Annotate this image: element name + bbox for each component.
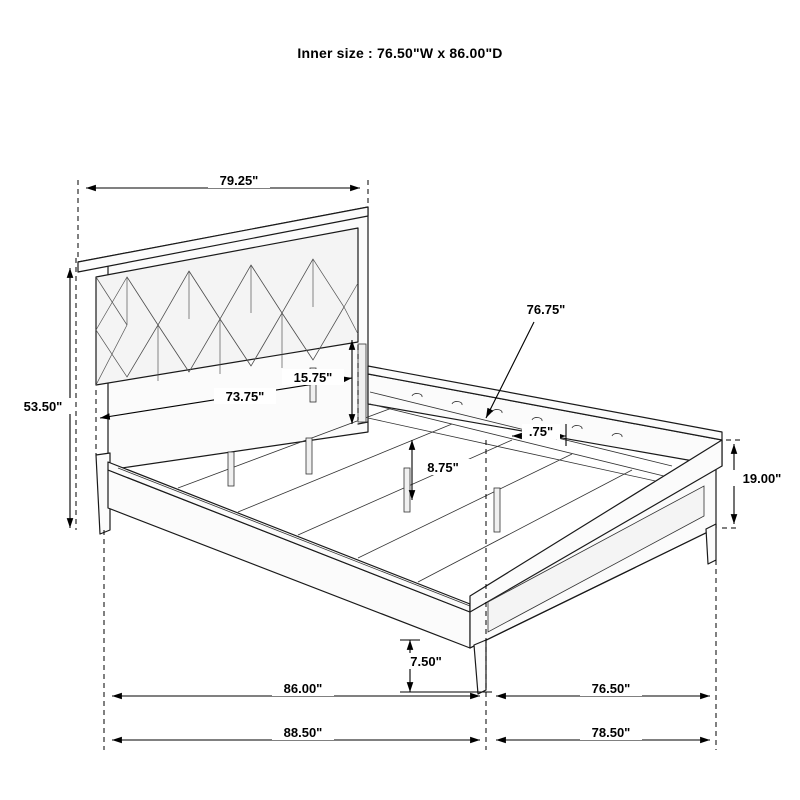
- dim-headboard-panel-width: 73.75": [225, 389, 265, 404]
- right-side-rail: [368, 374, 722, 466]
- dim-footboard-inner-width: 76.50": [591, 681, 631, 696]
- footboard-group: [470, 440, 722, 694]
- dim-overall-depth: 88.50": [283, 725, 323, 740]
- dim-rail-thickness: .75": [528, 424, 554, 439]
- footboard-inner-panel: [488, 486, 704, 632]
- dim-overall-height: 53.50": [23, 399, 63, 414]
- dim-inner-depth: 86.00": [283, 681, 323, 696]
- dim-headboard-width: 79.25": [219, 173, 259, 188]
- dim-footboard-height: 19.00": [742, 471, 782, 486]
- left-side-rail: [108, 470, 470, 648]
- dim-leg-height: 7.50": [410, 654, 442, 669]
- dim-overall-width: 78.50": [591, 725, 631, 740]
- footboard-far-leg: [706, 524, 716, 564]
- dim-slat-clearance: 8.75": [427, 460, 459, 475]
- dim-headboard-lower-height: 15.75": [293, 370, 333, 385]
- left-side-rail-top: [108, 462, 470, 612]
- page-title: Inner size : 76.50"W x 86.00"D: [297, 45, 503, 61]
- footboard-near-leg: [474, 640, 486, 694]
- dim-inner-width-rail: 76.75": [526, 302, 566, 317]
